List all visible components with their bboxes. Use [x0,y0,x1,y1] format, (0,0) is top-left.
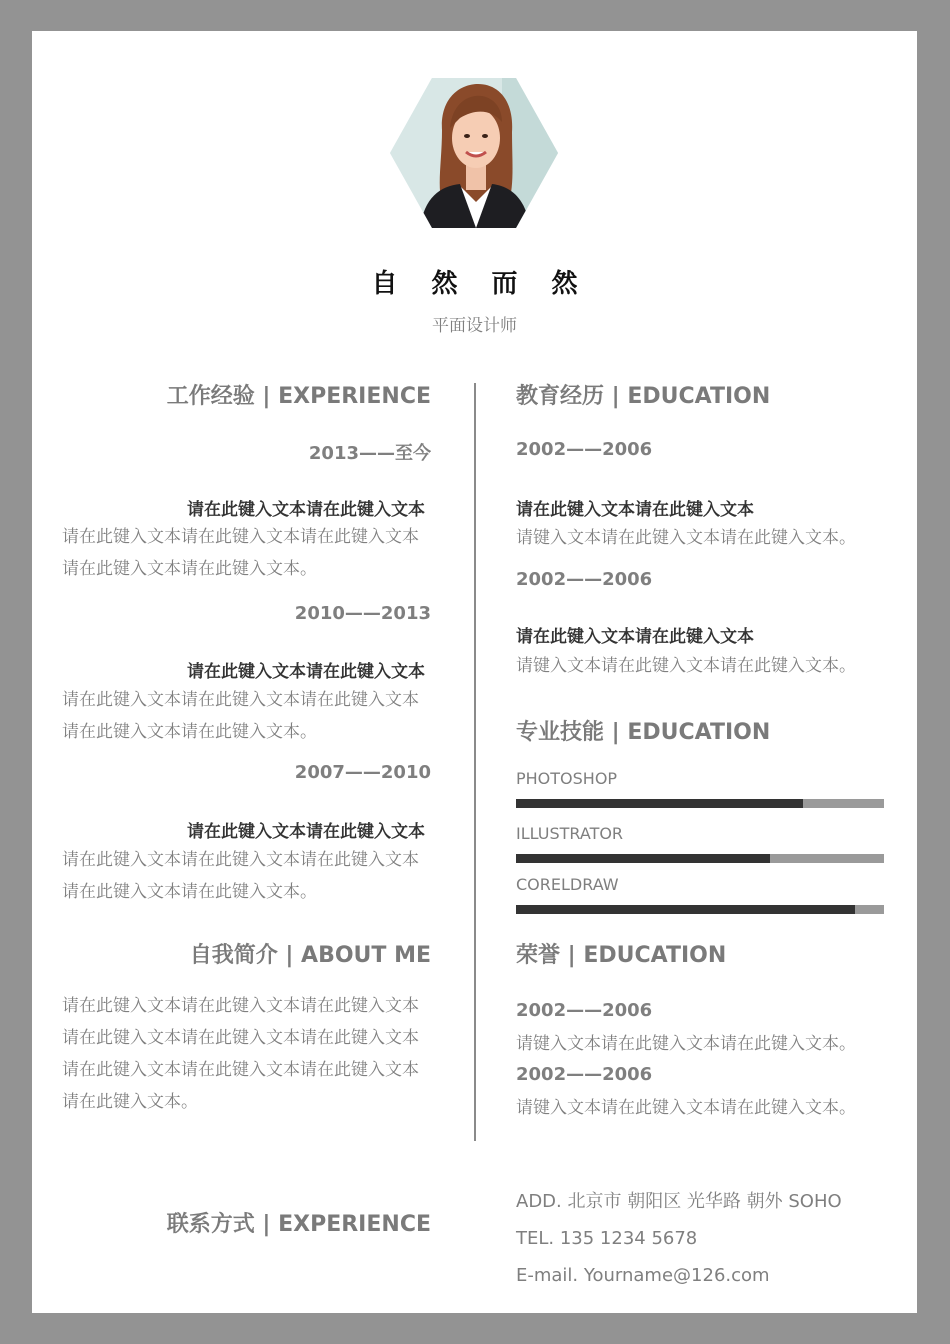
honor-desc: 请键入文本请在此键入文本请在此键入文本。 [516,1034,856,1054]
experience-desc: 请在此键入文本请在此键入文本请在此键入文本请在此键入文本请在此键入文本。 [62,850,419,902]
contact-heading: 联系方式 | EXPERIENCE [166,1212,431,1237]
contact-address: ADD. 北京市 朝阳区 光华路 朝外 SOHO [516,1191,842,1212]
experience-date: 2007——2010 [294,762,431,783]
education-date: 2002——2006 [516,439,653,460]
portrait-illustration [390,78,558,228]
column-divider [474,383,476,1141]
education-title: 请在此键入文本请在此键入文本 [516,627,754,647]
profile-photo [390,78,558,228]
skill-bar [516,854,884,863]
candidate-role: 平面设计师 [432,316,517,336]
skill-bar-fill [516,905,855,914]
education-desc: 请键入文本请在此键入文本请在此键入文本。 [516,528,856,548]
education-desc: 请键入文本请在此键入文本请在此键入文本。 [516,656,856,676]
education-title: 请在此键入文本请在此键入文本 [516,500,754,520]
about-heading: 自我简介 | ABOUT ME [189,943,431,968]
about-text: 请在此键入文本请在此键入文本请在此键入文本请在此键入文本请在此键入文本请在此键入文本请在此键入文本请在此键入文本请在此键入文本请在此键入文本。 [62,996,419,1112]
experience-desc: 请在此键入文本请在此键入文本请在此键入文本请在此键入文本请在此键入文本。 [62,690,419,742]
experience-desc: 请在此键入文本请在此键入文本请在此键入文本请在此键入文本请在此键入文本。 [62,527,419,579]
skill-label: CORELDRAW [516,875,619,894]
skill-label: PHOTOSHOP [516,769,618,788]
honor-date: 2002——2006 [516,1000,653,1021]
honor-desc: 请键入文本请在此键入文本请在此键入文本。 [516,1098,856,1118]
honors-heading: 荣誉 | EDUCATION [516,943,727,968]
experience-date: 2013——至今 [308,443,431,464]
education-date: 2002——2006 [516,569,653,590]
skill-label: ILLUSTRATOR [516,824,624,843]
skill-bar [516,799,884,808]
contact-phone: TEL. 135 1234 5678 [516,1228,698,1249]
experience-heading: 工作经验 | EXPERIENCE [166,384,431,409]
skills-heading: 专业技能 | EDUCATION [516,720,771,745]
experience-title: 请在此键入文本请在此键入文本 [187,662,425,682]
contact-email: E-mail. Yourname@126.com [516,1265,770,1286]
experience-date: 2010——2013 [294,603,431,624]
skill-bar-fill [516,799,803,808]
honor-date: 2002——2006 [516,1064,653,1085]
experience-title: 请在此键入文本请在此键入文本 [187,822,425,842]
skill-bar [516,905,884,914]
skill-bar-fill [516,854,770,863]
experience-title: 请在此键入文本请在此键入文本 [187,500,425,520]
resume-page [32,31,917,1313]
education-heading: 教育经历 | EDUCATION [516,384,771,409]
candidate-name: 自然而然 [371,269,612,299]
